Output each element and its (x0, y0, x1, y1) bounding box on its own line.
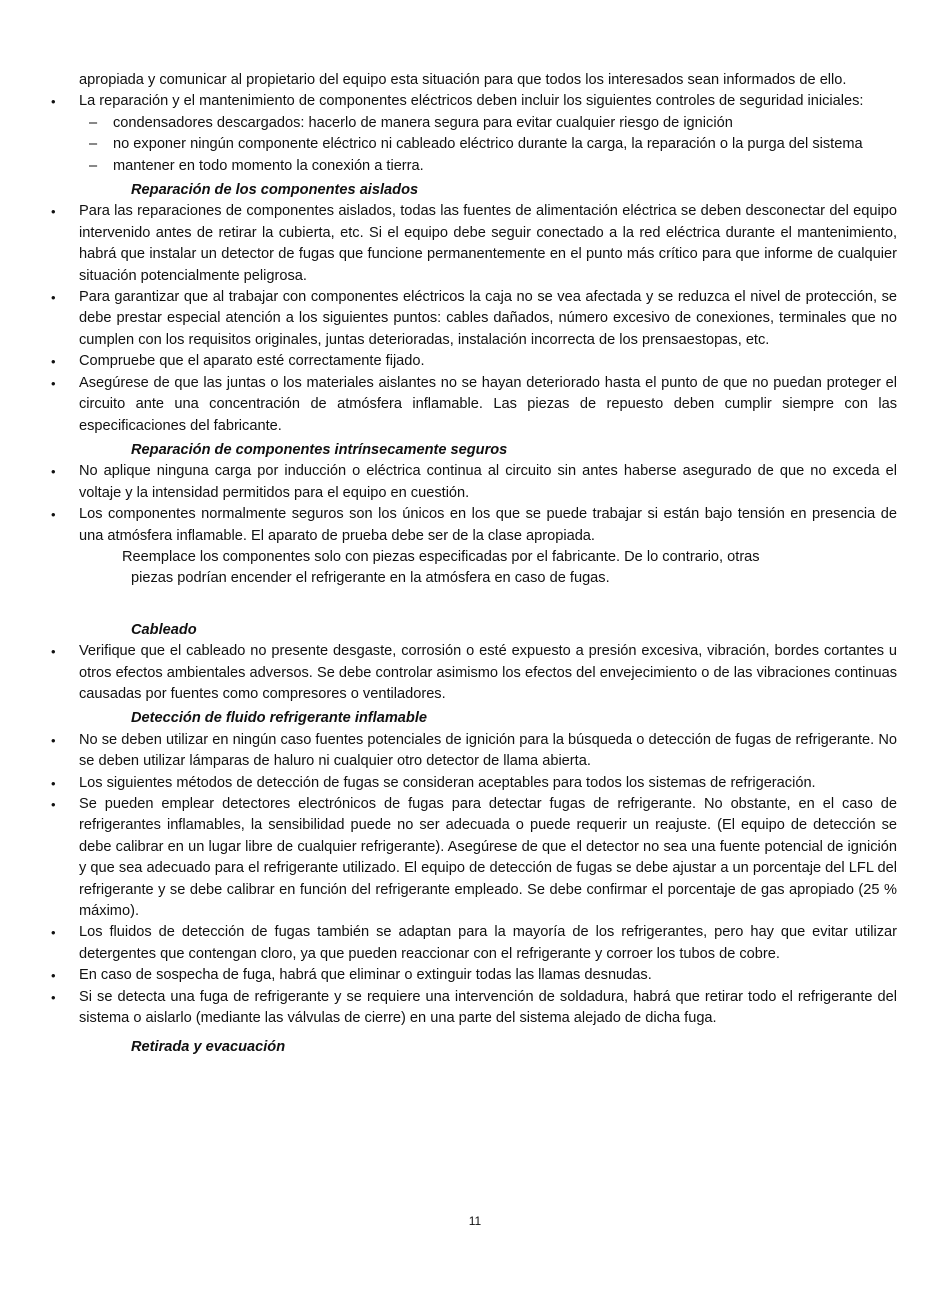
section-heading-wiring: Cableado (131, 621, 197, 638)
safety-checks-sublist (79, 113, 897, 177)
list-item: • Los componentes normalmente seguros son los únicos en los que se puede trabajar si están bajo tensión en presencia de una atmósfera inflamable. El aparato de prueba debe ser de la clase apropiada. (79, 504, 897, 547)
page-content (79, 70, 897, 1059)
list-item: • Compruebe que el aparato esté correctamente fijado. (79, 351, 897, 372)
section-heading-sealed-components: Reparación de los componentes aislados (131, 182, 419, 199)
section-heading-removal: Retirada y evacuación (131, 1039, 286, 1056)
list-item: • No aplique ninguna carga por inducción o eléctrica continua al circuito sin antes haberse asegurado de que no exceda el voltaje y la intensidad permitidos para el equipo en cuestión. (79, 461, 897, 504)
replacement-note-line-1: Reemplace los componentes solo con piezas especificadas por el fabricante. De lo contrario, otras (122, 548, 760, 565)
list-item: • Para las reparaciones de componentes aislados, todas las fuentes de alimentación eléctrica se deben desconectar del equipo intervenido antes de retirar la cubierta, etc. Si el equipo debe seguir conectado a la red eléctrica durante el mantenimiento, habrá que instalar un detector de fugas que funcione permanentemente en el punto más crítico para que informe de cualquier situación potencialmente peligrosa. (79, 201, 897, 287)
section-heading-intrinsic-components: Reparación de componentes intrínsecamente seguros (131, 441, 508, 458)
intrinsic-components-list (79, 461, 897, 547)
list-item: • Los siguientes métodos de detección de fugas se consideran aceptables para todos los sistemas de refrigeración. (79, 773, 897, 794)
page-number: 11 (468, 1214, 482, 1228)
list-item: • No se deben utilizar en ningún caso fuentes potenciales de ignición para la búsqueda o detección de fugas de refrigerante. No se deben utilizar lámparas de haluro ni cualquier otro detector de llama abierta. (79, 730, 897, 773)
sealed-components-list (79, 201, 897, 436)
sublist-item: – no exponer ningún componente eléctrico ni cableado eléctrico durante la carga, la reparación o la purga del sistema (79, 134, 897, 155)
leak-detection-list (79, 730, 897, 1030)
section-heading-leak-detection: Detección de fluido refrigerante inflamable (131, 710, 427, 727)
list-item: • Los fluidos de detección de fugas también se adaptan para la mayoría de los refrigerantes, pero hay que evitar utilizar detergentes que contengan cloro, ya que pueden reaccionar con el refrigerante y corroer los tubos de cobre. (79, 922, 897, 965)
list-item: • Para garantizar que al trabajar con componentes eléctricos la caja no se vea afectada y se reduzca el nivel de protección, se debe prestar especial atención a los siguientes puntos: cables dañados, número excesivo de conexiones, terminales que no cumplen con los requisitos originales, juntas deterioradas, instalación incorrecta de los prensaestopas, etc. (79, 287, 897, 351)
list-item: • Verifique que el cableado no presente desgaste, corrosión o esté expuesto a presión excesiva, vibración, bordes cortantes u otros efectos ambientales adversos. Se debe controlar asimismo los efectos del envejecimiento o de las vibraciones continuas causadas por fuentes como compresores o ventiladores. (79, 641, 897, 705)
list-item (79, 91, 897, 177)
intro-continuation: apropiada y comunicar al propietario del equipo esta situación para que todos los interesados sean informados de ello. (79, 72, 847, 88)
electrical-checks-list (79, 91, 897, 177)
replacement-note-line-2: piezas podrían encender el refrigerante en la atmósfera en caso de fugas. (131, 570, 610, 587)
list-item: • Si se detecta una fuga de refrigerante y se requiere una intervención de soldadura, habrá que retirar todo el refrigerante del sistema o aislarlo (mediante las válvulas de cierre) en una parte del sistema alejado de dicha fuga. (79, 987, 897, 1030)
sublist-item: – condensadores descargados: hacerlo de manera segura para evitar cualquier riesgo de ignición (79, 113, 897, 134)
list-item: • Se pueden emplear detectores electrónicos de fugas para detectar fugas de refrigerante. No obstante, en el caso de refrigerantes inflamables, la sensibilidad puede no ser adecuada o puede requerir un reajuste. (El equipo de detección se debe calibrar en un lugar libre de cualquier refrigerante). Asegúrese de que el detector no sea una fuente potencial de ignición y que sea adecuado para el refrigerante utilizado. El equipo de detección de fugas se debe ajustar a un porcentaje del LFL del refrigerante y se debe calibrar en función del refrigerante empleado. Se debe confirmar el porcentaje de gas apropiado (25 % máximo). (79, 794, 897, 922)
list-item: • En caso de sospecha de fuga, habrá que eliminar o extinguir todas las llamas desnudas. (79, 965, 897, 986)
spacer (79, 590, 897, 617)
list-item-text: La reparación y el mantenimiento de componentes eléctricos deben incluir los siguientes controles de seguridad iniciales: (79, 93, 864, 110)
sublist-item: – mantener en todo momento la conexión a tierra. (79, 156, 897, 177)
list-item: • Asegúrese de que las juntas o los materiales aislantes no se hayan deteriorado hasta el punto de que no puedan proteger el circuito ante una concentración de atmósfera inflamable. Las piezas de repuesto deben cumplir siempre con las especificaciones del fabricante. (79, 373, 897, 437)
wiring-list (79, 641, 897, 705)
